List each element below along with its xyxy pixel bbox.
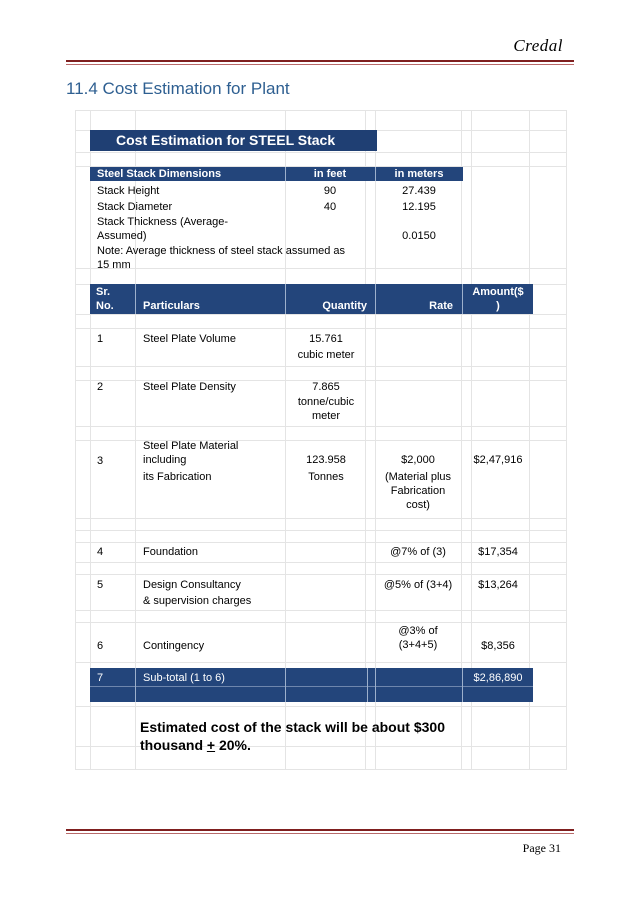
dim-col-label: Steel Stack Dimensions — [97, 168, 222, 180]
estimate-statement — [140, 718, 445, 754]
dim-row-feet: 40 — [323, 201, 337, 213]
dim-row-label: Assumed) — [97, 230, 147, 242]
row-rate: @7% of (3) — [390, 546, 446, 558]
row-quantity: 123.958 — [306, 454, 346, 466]
row-quantity: Tonnes — [308, 471, 344, 483]
col-header-quantity: Quantity — [322, 300, 367, 312]
col-header-amount: ) — [496, 300, 500, 312]
header-rule — [66, 60, 574, 65]
dimensions-note: Note: Average thickness of steel stack assumed as — [97, 245, 346, 257]
subtotal-amount: $2,86,890 — [473, 672, 523, 684]
row-rate: (3+4+5) — [398, 639, 438, 651]
brand-logo: Credal — [513, 36, 563, 55]
dim-row-meters: 27.439 — [402, 185, 436, 197]
row-quantity: 7.865 — [312, 381, 340, 393]
row-particular: Steel Plate Material — [143, 440, 239, 452]
dimensions-note: 15 mm — [97, 259, 131, 271]
section-heading: 11.4 Cost Estimation for Plant — [66, 79, 290, 98]
row-particular: Contingency — [143, 640, 205, 652]
row-sr: 5 — [97, 579, 104, 591]
row-quantity: meter — [311, 410, 341, 422]
estimate-line-2: thousand + 20%. — [140, 737, 251, 753]
estimate-line-1: Estimated cost of the stack will be about $300 — [140, 719, 445, 735]
dim-row-meters: 12.195 — [402, 201, 436, 213]
row-rate: cost) — [406, 499, 430, 511]
row-sr: 1 — [97, 333, 104, 345]
row-rate: (Material plus — [384, 471, 452, 483]
dim-row-label: Stack Diameter — [97, 201, 173, 213]
col-header-particulars: Particulars — [143, 300, 200, 312]
subtotal-sr: 7 — [97, 672, 104, 684]
dim-col-feet: in feet — [313, 168, 347, 180]
row-rate: $2,000 — [401, 454, 435, 466]
dim-row-label: Stack Thickness (Average- — [97, 216, 229, 228]
footer-rule — [66, 829, 574, 834]
row-amount: $8,356 — [481, 640, 515, 652]
dim-row-feet: 90 — [323, 185, 337, 197]
row-particular: Steel Plate Density — [143, 381, 236, 393]
row-particular: Steel Plate Volume — [143, 333, 236, 345]
row-particular: its Fabrication — [143, 471, 212, 483]
row-sr: 3 — [97, 455, 104, 467]
row-sr: 6 — [97, 640, 104, 652]
col-header-sr: Sr. — [96, 286, 111, 298]
row-rate: @3% of — [398, 625, 438, 637]
subtotal-label: Sub-total (1 to 6) — [143, 672, 225, 684]
row-particular: including — [143, 454, 187, 466]
row-amount: $2,47,916 — [473, 454, 523, 466]
col-header-sr: No. — [96, 300, 114, 312]
row-particular: Foundation — [143, 546, 199, 558]
page-number: Page 31 — [522, 841, 561, 855]
row-amount: $13,264 — [478, 579, 518, 591]
row-rate: @5% of (3+4) — [383, 579, 453, 591]
col-header-amount: Amount($ — [472, 286, 524, 298]
row-rate: Fabrication — [390, 485, 446, 497]
row-quantity: tonne/cubic — [297, 396, 355, 408]
col-header-rate: Rate — [429, 300, 453, 312]
row-quantity: 15.761 — [309, 333, 343, 345]
row-particular: Design Consultancy — [143, 579, 241, 591]
row-quantity: cubic meter — [297, 349, 355, 361]
dim-row-meters: 0.0150 — [402, 230, 436, 242]
row-particular: & supervision charges — [143, 595, 252, 607]
row-amount: $17,354 — [478, 546, 518, 558]
row-sr: 4 — [97, 546, 104, 558]
dim-col-meters: in meters — [394, 168, 444, 180]
banner-title: Cost Estimation for STEEL Stack — [90, 130, 377, 151]
row-sr: 2 — [97, 381, 104, 393]
dim-row-label: Stack Height — [97, 185, 160, 197]
